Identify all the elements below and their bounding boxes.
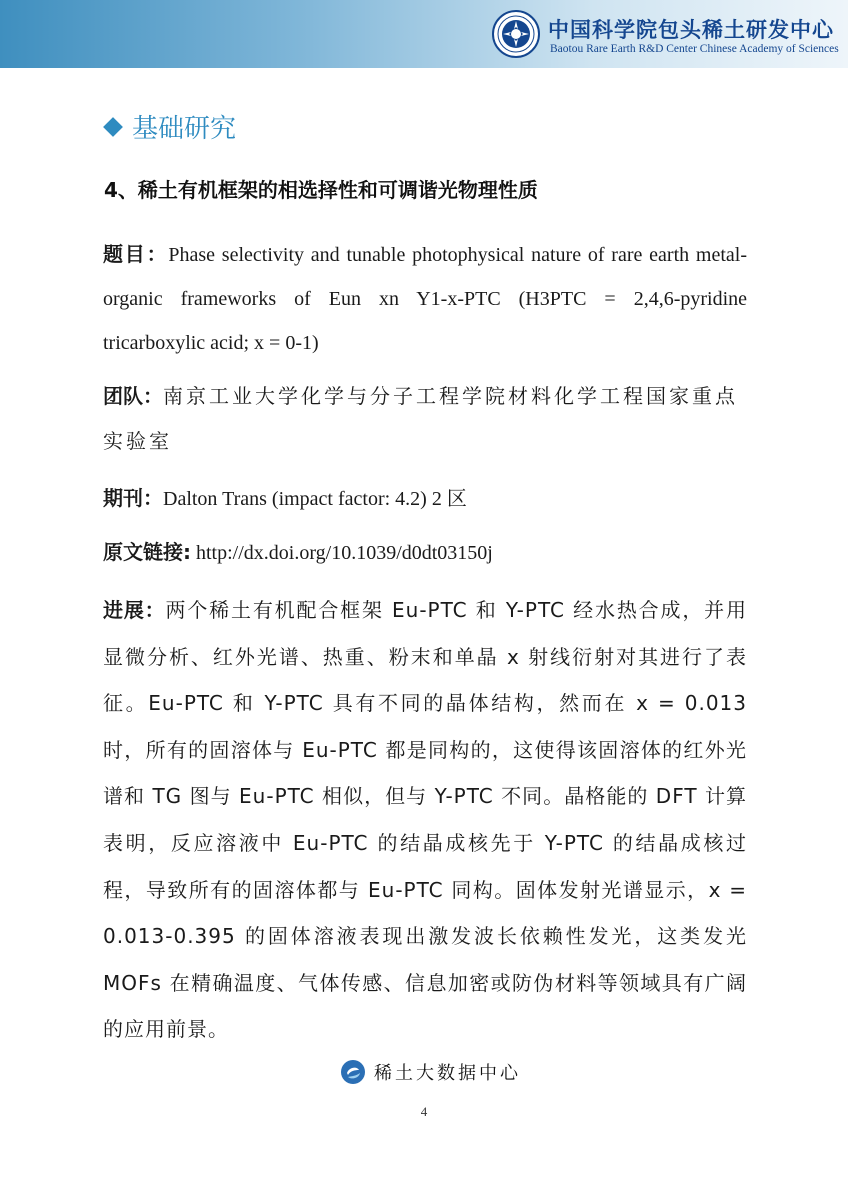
topic-text: Phase selectivity and tunable photophysical nature of rare earth metal-organic frameworks of Eun xn Y1-x-PTC (H3PTC = 2,4,6-pyridine tricarboxylic acid; x = 0-1) bbox=[103, 244, 747, 354]
journal-text: Dalton Trans (impact factor: 4.2) 2 区 bbox=[163, 488, 467, 510]
section-title: 基础研究 bbox=[132, 114, 237, 144]
cas-emblem-icon bbox=[492, 10, 540, 58]
page-number: 4 bbox=[420, 1104, 428, 1119]
link-paragraph bbox=[103, 530, 747, 575]
org-name-en: Baotou Rare Earth R&D Center Chinese Academy of Sciences bbox=[550, 43, 839, 55]
progress-paragraph bbox=[103, 588, 747, 1054]
section-heading bbox=[104, 108, 236, 145]
topic-label: 题目： bbox=[103, 242, 169, 266]
progress-text: 两个稀土有机配合框架 Eu-PTC 和 Y-PTC 经水热合成，并用显微分析、红外光谱、热重、粉末和单晶 x 射线衍射对其进行了表征。Eu-PTC 和 Y-PTC 具有不同的晶体结构，然而在 x = 0.013 时，所有的固溶体与 Eu-PTC 都是同构的，这使得该固溶体的红外光谱和 TG 图与 Eu-PTC 相似，但与 Y-PTC 不同。晶格能的 DFT 计算表明，反应溶液中 Eu-PTC 的结晶成核先于 Y-PTC 的结晶成核过程，导致所有的固溶体都与 Eu-PTC 同构。固体发射光谱显示，x = 0.013-0.395 的固体溶液表现出激发波长依赖性发光，这类发光 MOFs 在精确温度、气体传感、信息加密或防伪材料等领域具有广阔的应用前景。 bbox=[103, 598, 747, 1042]
link-label: 原文链接: bbox=[103, 540, 191, 564]
topic-paragraph bbox=[103, 232, 747, 365]
journal-paragraph bbox=[103, 476, 747, 521]
team-paragraph bbox=[103, 374, 747, 464]
big-data-logo-icon bbox=[340, 1059, 366, 1085]
org-name-cn: 中国科学院包头稀土研发中心 bbox=[548, 17, 834, 42]
progress-label: 进展： bbox=[103, 598, 166, 622]
page-header-banner bbox=[0, 0, 848, 68]
org-logo bbox=[490, 10, 842, 60]
team-label: 团队： bbox=[103, 384, 163, 408]
footer-brand bbox=[340, 1058, 521, 1086]
doi-link[interactable]: http://dx.doi.org/10.1039/d0dt03150j bbox=[191, 542, 493, 564]
footer-brand-text: 稀土大数据中心 bbox=[374, 1063, 521, 1084]
journal-label: 期刊： bbox=[103, 486, 163, 510]
team-text: 南京工业大学化学与分子工程学院材料化学工程国家重点实验室 bbox=[103, 384, 738, 453]
diamond-bullet-icon bbox=[103, 117, 123, 137]
article-title: 4、稀土有机框架的相选择性和可调谐光物理性质 bbox=[104, 178, 538, 202]
